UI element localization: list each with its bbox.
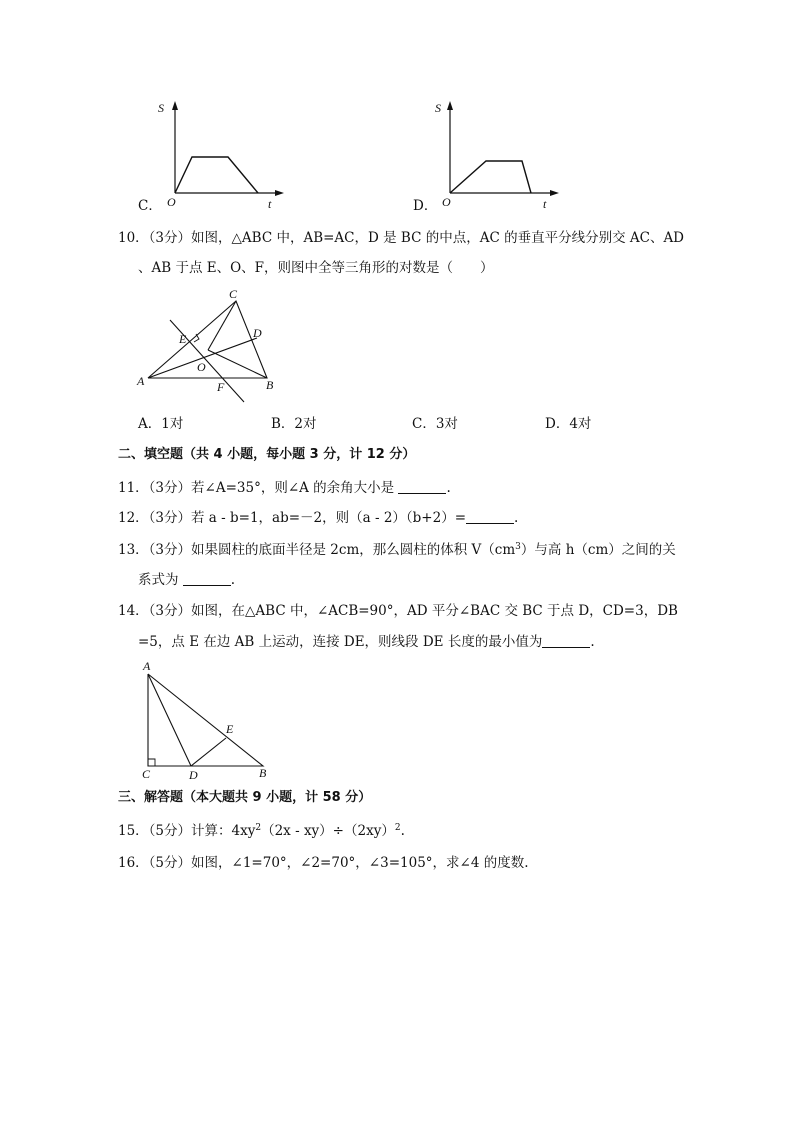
q10-option-c: C．3对	[412, 416, 458, 432]
q15-text	[118, 821, 405, 841]
q13-line1-a: 13．（3分）如果圆柱的底面半径是 2cm，那么圆柱的体积 V（cm	[118, 542, 516, 558]
graph-d-y-label: S	[435, 101, 441, 115]
q14-figure	[136, 656, 286, 784]
q13-line2-prefix: 系式为	[138, 572, 179, 588]
q14-answer-blank[interactable]	[542, 633, 590, 648]
option-c-label: C．	[138, 198, 162, 214]
graph-c-y-label: S	[158, 101, 164, 115]
q14-label-d: D	[189, 768, 198, 782]
q13-line2	[138, 570, 235, 590]
q10-figure	[130, 286, 290, 406]
graph-option-d	[427, 96, 567, 216]
graph-c-origin: O	[167, 195, 176, 209]
q10-label-f: F	[217, 380, 225, 394]
q10-label-b: B	[266, 378, 274, 392]
q16-text: 16．（5分）如图，∠1=70°，∠2=70°，∠3=105°，求∠4 的度数.	[118, 855, 529, 871]
q10-line2: 、AB 于点 E、O、F，则图中全等三角形的对数是（ ）	[138, 260, 494, 276]
q12-suffix: .	[514, 510, 519, 526]
q10-label-e: E	[179, 332, 187, 346]
q10-option-a: A．1对	[138, 416, 184, 432]
q13-answer-blank[interactable]	[183, 571, 231, 586]
q14-line2-suffix: .	[590, 634, 595, 650]
graph-c-x-label: t	[268, 197, 272, 211]
q10-option-d: D．4对	[545, 416, 592, 432]
q11-prefix: 11．（3分）若∠A=35°，则∠A 的余角大小是	[118, 480, 395, 496]
q10-label-a: A	[137, 374, 145, 388]
q12-answer-blank[interactable]	[466, 509, 514, 524]
option-d-label: D．	[413, 198, 438, 214]
q12-prefix: 12．（3分）若 a - b=1，ab=－2，则（a - 2）（b+2）=	[118, 510, 467, 526]
section3-heading: 三、解答题（本大题共 9 小题，计 58 分）	[118, 790, 372, 805]
q14-line1: 14．（3分）如图，在△ABC 中，∠ACB=90°，AD 平分∠BAC 交 BC 于点 D，CD=3，DB	[118, 603, 678, 619]
q14-line2-prefix: =5，点 E 在边 AB 上运动，连接 DE，则线段 DE 长度的最小值为	[138, 634, 543, 650]
q10-option-b: B．2对	[271, 416, 317, 432]
q15-a: 15．（5分）计算：4xy	[118, 823, 256, 839]
q13-line1	[118, 540, 676, 560]
q15-sup2: 2	[394, 823, 401, 833]
q14-label-b: B	[259, 766, 267, 780]
q10-label-d: D	[253, 326, 262, 340]
q10-label-o: O	[197, 360, 206, 374]
graph-d-x-label: t	[543, 197, 547, 211]
q11-text	[118, 478, 451, 498]
q14-label-c: C	[142, 767, 151, 781]
q14-label-a: A	[143, 659, 151, 673]
q11-suffix: .	[446, 480, 451, 496]
q15-sup1: 2	[255, 823, 262, 833]
q13-line2-suffix: .	[230, 572, 236, 588]
q14-label-e: E	[226, 722, 234, 736]
q15-b: （2x - xy）÷（2xy）	[261, 823, 395, 839]
q15-c: .	[400, 823, 405, 839]
section2-heading: 二、填空题（共 4 小题，每小题 3 分，计 12 分）	[118, 447, 416, 462]
q10-label-c: C	[229, 287, 238, 301]
q10-line1: 10．（3分）如图，△ABC 中，AB=AC，D 是 BC 的中点，AC 的垂直平分线分别交 AC、AD	[118, 230, 685, 246]
q11-answer-blank[interactable]	[398, 479, 446, 494]
q12-text	[118, 508, 518, 528]
q13-line1-b: ）与高 h（cm）之间的关	[520, 542, 676, 558]
graph-option-c	[150, 96, 290, 216]
q13-line1-sup: 3	[515, 542, 521, 552]
q14-line2	[138, 632, 595, 652]
graph-d-origin: O	[442, 195, 451, 209]
